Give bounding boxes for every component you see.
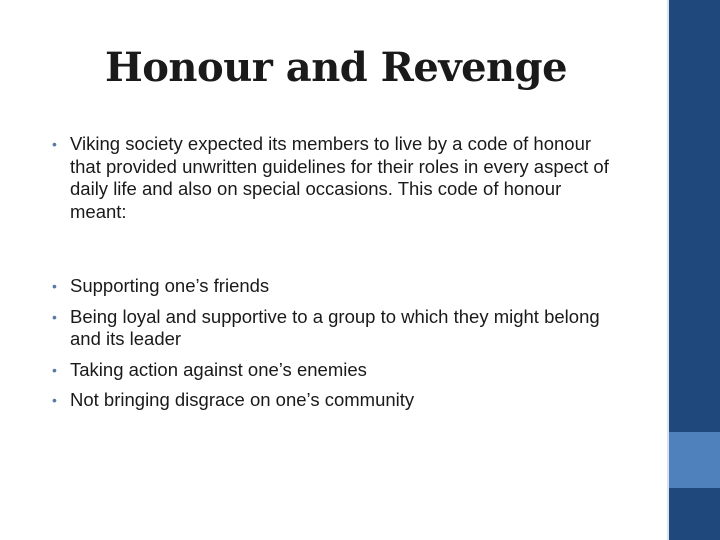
intro-text: Viking society expected its members to live by a code of honour that provided unwritten guidelines for their roles in every aspect of daily life and also on special occasions. This code of honour meant:	[70, 133, 609, 222]
sidebar-edge	[667, 0, 669, 540]
list-item-text: Taking action against one’s enemies	[70, 358, 367, 380]
list-item	[52, 389, 612, 412]
bullet-icon: •	[52, 308, 57, 325]
sidebar-top-block	[667, 0, 720, 432]
bullet-icon: •	[52, 278, 57, 294]
decorative-sidebar	[667, 0, 720, 540]
list-item	[52, 275, 612, 298]
sidebar-accent-block	[667, 432, 720, 488]
bullet-icon: •	[52, 361, 57, 378]
slide-title: Honour and Revenge	[104, 44, 568, 91]
list-item-text: Supporting one’s friends	[70, 275, 270, 296]
points-list	[52, 275, 612, 412]
list-item-text: Being loyal and supportive to a group to which they might belong and its leader	[70, 305, 600, 349]
bullet-icon: •	[52, 136, 57, 152]
intro-list	[52, 133, 612, 223]
bullet-icon: •	[52, 392, 57, 408]
list-item	[52, 306, 612, 351]
intro-bullet-item	[52, 133, 612, 223]
list-item-text: Not bringing disgrace on one’s community	[70, 389, 415, 410]
sidebar-bottom-block	[667, 488, 720, 540]
list-item	[52, 359, 612, 382]
